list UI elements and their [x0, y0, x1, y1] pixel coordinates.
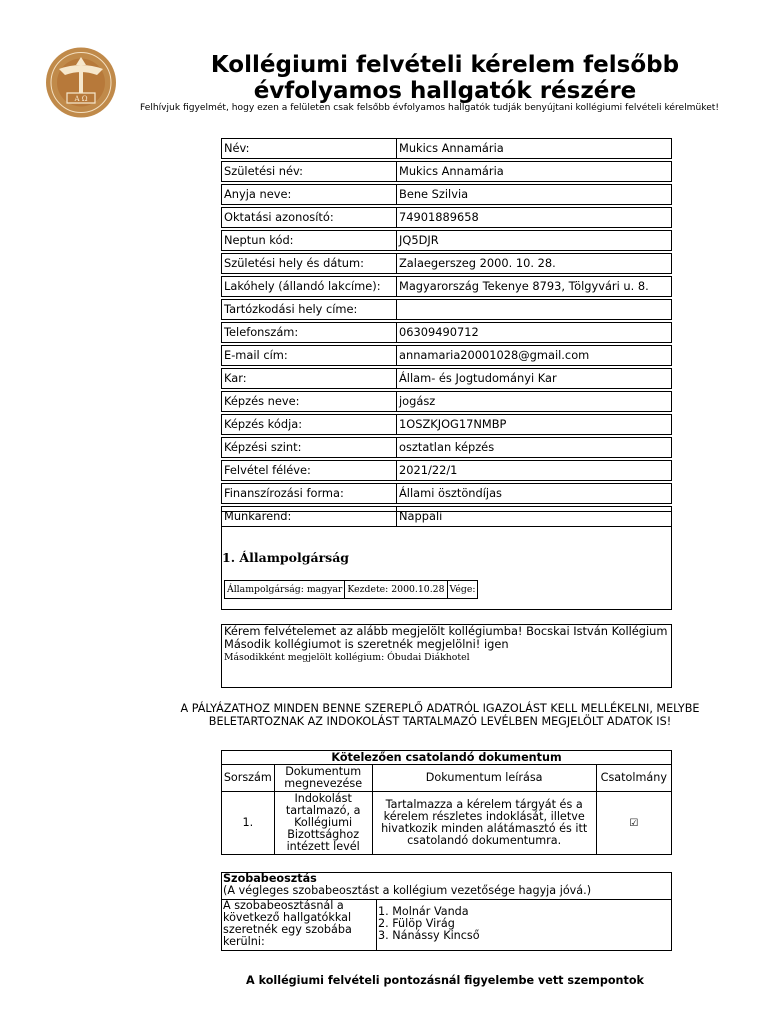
- field-label: Neptun kód:: [222, 231, 397, 251]
- table-row: [222, 277, 672, 297]
- citizenship-start: Kezdete: 2000.10.28: [345, 581, 447, 599]
- table-row: [222, 139, 672, 159]
- table-row: [222, 792, 672, 855]
- table-row: [222, 438, 672, 458]
- doc-row-number: 1.: [222, 792, 275, 855]
- request-line-2: Második kollégiumot is szeretnék megjelölni! igen: [224, 637, 509, 651]
- field-value: Állam- és Jogtudományi Kar: [397, 369, 672, 389]
- reformed-college-seal-icon: [43, 47, 119, 118]
- doc-row-desc: Tartalmazza a kérelem tárgyát és a kérelem részletes indoklását, illetve hivatkozik minden alátámasztó és itt csatolandó dokumentumra.: [372, 792, 596, 855]
- table-row: [222, 323, 672, 343]
- required-documents-table: [221, 750, 672, 855]
- field-label: Név:: [222, 139, 397, 159]
- header-number: Sorszám: [222, 765, 275, 792]
- attachment-checkbox-icon: ☑: [629, 817, 639, 829]
- field-value: JQ5DJR: [397, 231, 672, 251]
- field-value: 2021/22/1: [397, 461, 672, 481]
- doc-row-attachment: [596, 792, 671, 855]
- table-row: [222, 484, 672, 504]
- field-label: Képzés neve:: [222, 392, 397, 412]
- documents-caption: Kötelezően csatolandó dokumentum: [222, 751, 672, 765]
- table-row: [222, 231, 672, 251]
- notice-text: Felhívjuk figyelmét, hogy ezen a felületen csak felsőbb évfolyamos hallgatók tudják benyújtani kollégiumi felvételi kérelmüket!: [140, 103, 720, 113]
- field-label: Lakóhely (állandó lakcíme):: [222, 277, 397, 297]
- field-label: Kar:: [222, 369, 397, 389]
- room-prompt: A szobabeosztásnál a következő hallgatókkal szeretnék egy szobába kerülni:: [222, 900, 377, 951]
- field-value: Állami ösztöndíjas: [397, 484, 672, 504]
- field-label: Oktatási azonosító:: [222, 208, 397, 228]
- table-row: [222, 346, 672, 366]
- dormitory-request-box: [221, 624, 672, 688]
- room-subtitle: (A végleges szobabeosztást a kollégium vezetősége hagyja jóvá.): [223, 884, 592, 897]
- field-value: 06309490712: [397, 323, 672, 343]
- room-header: [222, 873, 672, 900]
- citizenship-section: [221, 511, 672, 610]
- field-value: [397, 300, 672, 320]
- roommate-1: 1. Molnár Vanda: [378, 905, 469, 918]
- field-value: Zalaegerszeg 2000. 10. 28.: [397, 254, 672, 274]
- field-label: Munkarend:: [222, 507, 397, 527]
- roommate-2: 2. Fülöp Virág: [378, 917, 455, 930]
- citizenship-table: [224, 580, 478, 599]
- citizenship-title: 1. Állampolgárság: [222, 550, 350, 565]
- table-row: [222, 369, 672, 389]
- request-line-1: Kérem felvételemet az alább megjelölt kollégiumba! Bocskai István Kollégium: [224, 624, 668, 638]
- field-label: Finanszírozási forma:: [222, 484, 397, 504]
- header-attachment: Csatolmány: [596, 765, 671, 792]
- college-seal-logo: [43, 47, 119, 118]
- table-row: [222, 254, 672, 274]
- field-label: Képzési szint:: [222, 438, 397, 458]
- seal-center-text: A Ω: [74, 95, 88, 103]
- table-row: [222, 162, 672, 182]
- table-row: [222, 208, 672, 228]
- doc-row-name: Indokolást tartalmazó, a Kollégiumi Bizottsághoz intézett levél: [274, 792, 372, 855]
- table-row: [222, 415, 672, 435]
- field-label: E-mail cím:: [222, 346, 397, 366]
- page-title: [140, 52, 750, 104]
- room-allocation-table: [221, 872, 672, 951]
- header-doc-name: Dokumentum megnevezése: [274, 765, 372, 792]
- field-label: Anyja neve:: [222, 185, 397, 205]
- room-title: Szobabeosztás: [223, 872, 317, 885]
- header-doc-desc: Dokumentum leírása: [372, 765, 596, 792]
- field-value: 1OSZKJOG17NMBP: [397, 415, 672, 435]
- field-label: Képzés kódja:: [222, 415, 397, 435]
- room-names: [377, 900, 672, 951]
- field-value: Bene Szilvia: [397, 185, 672, 205]
- request-line-3: Másodikként megjelölt kollégium: Óbudai Diákhotel: [224, 652, 470, 663]
- attachment-notice: A PÁLYÁZATHOZ MINDEN BENNE SZEREPLŐ ADATRÓL IGAZOLÁST KELL MELLÉKELNI, MELYBE BELETARTOZNAK AZ INDOKOLÁST TARTALMAZÓ LEVÉLBEN MEGJELÖLT ADATOK IS!: [180, 702, 700, 728]
- field-value: osztatlan képzés: [397, 438, 672, 458]
- field-label: Felvétel féléve:: [222, 461, 397, 481]
- table-row: [222, 185, 672, 205]
- roommate-3: 3. Nánássy Kincső: [378, 929, 480, 942]
- field-value: Nappali: [397, 507, 672, 527]
- scoring-criteria-heading: A kollégiumi felvételi pontozásnál figyelembe vett szempontok: [246, 974, 644, 987]
- field-value: Mukics Annamária: [397, 139, 672, 159]
- field-label: Születési hely és dátum:: [222, 254, 397, 274]
- field-value: jogász: [397, 392, 672, 412]
- field-label: Tartózkodási hely címe:: [222, 300, 397, 320]
- table-row: [222, 300, 672, 320]
- citizenship-end: Vége:: [447, 581, 478, 599]
- title-line-1: Kollégiumi felvételi kérelem felsőbb: [210, 52, 680, 78]
- citizenship-nationality: Állampolgárság: magyar: [225, 581, 345, 599]
- field-label: Születési név:: [222, 162, 397, 182]
- field-value: 74901889658: [397, 208, 672, 228]
- table-row: [222, 392, 672, 412]
- field-value: Magyarország Tekenye 8793, Tölgyvári u. 8.: [397, 277, 672, 297]
- personal-data-table: [221, 138, 672, 527]
- field-value: annamaria20001028@gmail.com: [397, 346, 672, 366]
- field-value: Mukics Annamária: [397, 162, 672, 182]
- title-line-2: évfolyamos hallgatók részére: [253, 78, 637, 104]
- field-label: Telefonszám:: [222, 323, 397, 343]
- table-row: [222, 461, 672, 481]
